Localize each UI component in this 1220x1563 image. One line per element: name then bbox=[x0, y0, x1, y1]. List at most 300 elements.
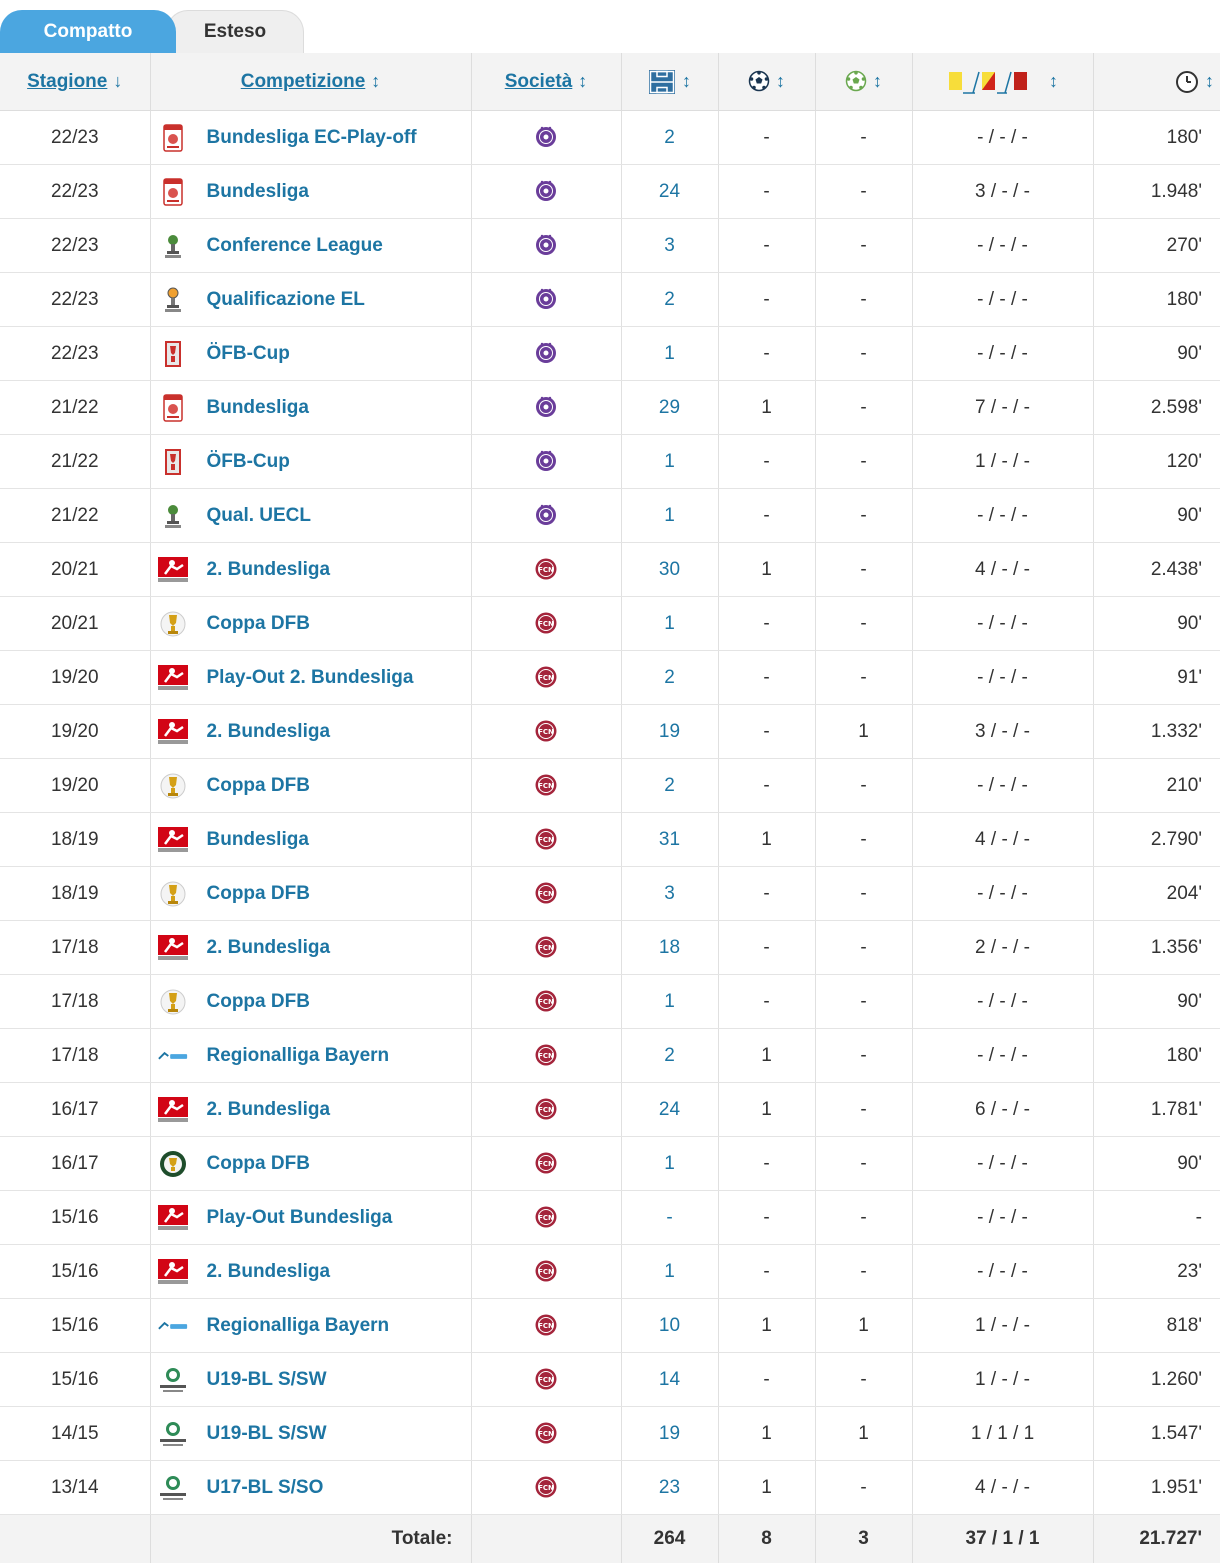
fcn-crest-icon[interactable] bbox=[535, 1260, 557, 1282]
appearances-link[interactable]: 24 bbox=[621, 165, 718, 219]
season-cell: 17/18 bbox=[0, 1029, 150, 1083]
assists-cell: - bbox=[815, 759, 912, 813]
minutes-cell: 2.790' bbox=[1093, 813, 1220, 867]
goals-cell: 1 bbox=[718, 1407, 815, 1461]
competition-link[interactable]: Coppa DFB bbox=[207, 991, 310, 1013]
competition-cell bbox=[150, 111, 471, 165]
assists-cell: - bbox=[815, 921, 912, 975]
competition-link[interactable]: Coppa DFB bbox=[207, 775, 310, 797]
goals-cell: 1 bbox=[718, 813, 815, 867]
career-stats-table bbox=[0, 53, 1220, 1563]
table-row bbox=[0, 1191, 1220, 1245]
cards-cell: - / - / - bbox=[912, 597, 1093, 651]
season-cell: 18/19 bbox=[0, 813, 150, 867]
clock-icon[interactable] bbox=[1175, 70, 1199, 94]
competition-logo-icon[interactable] bbox=[157, 1041, 189, 1071]
minutes-cell: 818' bbox=[1093, 1299, 1220, 1353]
club-cell bbox=[471, 489, 621, 543]
competition-link[interactable]: Regionalliga Bayern bbox=[207, 1315, 390, 1337]
tab-esteso[interactable]: Esteso bbox=[166, 10, 304, 53]
fcn-crest-icon[interactable] bbox=[535, 558, 557, 580]
competition-cell bbox=[150, 489, 471, 543]
cards-cell: 4 / - / - bbox=[912, 543, 1093, 597]
minutes-cell: 120' bbox=[1093, 435, 1220, 489]
cards-cell: - / - / - bbox=[912, 1137, 1093, 1191]
header-competition-label[interactable]: Competizione bbox=[241, 71, 366, 92]
competition-cell bbox=[150, 1407, 471, 1461]
season-cell: 22/23 bbox=[0, 165, 150, 219]
appearances-link[interactable]: 24 bbox=[621, 1083, 718, 1137]
competition-cell bbox=[150, 1461, 471, 1515]
minutes-cell: 90' bbox=[1093, 975, 1220, 1029]
competition-logo-icon[interactable] bbox=[157, 501, 189, 531]
fcn-crest-icon[interactable] bbox=[535, 1098, 557, 1120]
header-season[interactable] bbox=[0, 53, 150, 111]
minutes-cell: 90' bbox=[1093, 1137, 1220, 1191]
austria-wien-crest-icon[interactable] bbox=[535, 180, 557, 202]
appearances-link[interactable]: 2 bbox=[621, 651, 718, 705]
competition-link[interactable]: Bundesliga bbox=[207, 397, 309, 419]
appearances-link[interactable]: 2 bbox=[621, 759, 718, 813]
minutes-cell: 210' bbox=[1093, 759, 1220, 813]
assist-ball-icon[interactable] bbox=[845, 70, 867, 92]
cards-cell: - / - / - bbox=[912, 111, 1093, 165]
cards-cell: 1 / 1 / 1 bbox=[912, 1407, 1093, 1461]
competition-link[interactable]: Qualificazione EL bbox=[207, 289, 365, 311]
header-club[interactable] bbox=[471, 53, 621, 111]
competition-link[interactable]: U19-BL S/SW bbox=[207, 1369, 327, 1391]
competition-link[interactable]: ÖFB-Cup bbox=[207, 451, 290, 473]
competition-logo-icon[interactable] bbox=[157, 123, 189, 153]
austria-wien-crest-icon[interactable] bbox=[535, 450, 557, 472]
svg-text:FCN: FCN bbox=[538, 836, 554, 844]
table-row bbox=[0, 651, 1220, 705]
competition-link[interactable]: Regionalliga Bayern bbox=[207, 1045, 390, 1067]
competition-cell bbox=[150, 165, 471, 219]
minutes-cell: 2.438' bbox=[1093, 543, 1220, 597]
minutes-cell: 1.547' bbox=[1093, 1407, 1220, 1461]
goals-cell: 1 bbox=[718, 1029, 815, 1083]
competition-link[interactable]: Bundesliga bbox=[207, 181, 309, 203]
header-goals[interactable] bbox=[718, 53, 815, 111]
goals-cell: - bbox=[718, 1137, 815, 1191]
season-cell: 17/18 bbox=[0, 921, 150, 975]
season-cell: 15/16 bbox=[0, 1353, 150, 1407]
assists-cell: - bbox=[815, 651, 912, 705]
appearances-link[interactable]: 1 bbox=[621, 327, 718, 381]
competition-cell bbox=[150, 759, 471, 813]
fcn-crest-icon[interactable] bbox=[535, 1044, 557, 1066]
sort-desc-icon[interactable]: ↓ bbox=[113, 71, 122, 91]
totals-goals: 8 bbox=[718, 1515, 815, 1563]
austria-wien-crest-icon[interactable] bbox=[535, 396, 557, 418]
minutes-cell: 180' bbox=[1093, 273, 1220, 327]
table-row bbox=[0, 165, 1220, 219]
goals-cell: - bbox=[718, 1191, 815, 1245]
competition-cell bbox=[150, 1353, 471, 1407]
assists-cell: - bbox=[815, 1029, 912, 1083]
table-row bbox=[0, 1407, 1220, 1461]
competition-logo-icon[interactable] bbox=[157, 1203, 189, 1233]
competition-cell bbox=[150, 543, 471, 597]
appearances-link[interactable]: 1 bbox=[621, 975, 718, 1029]
season-cell: 22/23 bbox=[0, 219, 150, 273]
cards-cell: 3 / - / - bbox=[912, 165, 1093, 219]
table-row bbox=[0, 975, 1220, 1029]
svg-text:FCN: FCN bbox=[538, 674, 554, 682]
totals-minutes: 21.727' bbox=[1093, 1515, 1220, 1563]
assists-cell: - bbox=[815, 1461, 912, 1515]
competition-link[interactable]: Coppa DFB bbox=[207, 613, 310, 635]
pitch-icon[interactable] bbox=[648, 69, 676, 95]
competition-link[interactable]: 2. Bundesliga bbox=[207, 1099, 331, 1121]
goals-cell: - bbox=[718, 867, 815, 921]
header-season-label[interactable]: Stagione bbox=[27, 71, 107, 92]
table-row bbox=[0, 1029, 1220, 1083]
minutes-cell: 1.332' bbox=[1093, 705, 1220, 759]
assists-cell: - bbox=[815, 219, 912, 273]
cards-cell: - / - / - bbox=[912, 489, 1093, 543]
competition-logo-icon[interactable] bbox=[157, 1419, 189, 1449]
season-cell: 22/23 bbox=[0, 327, 150, 381]
assists-cell: - bbox=[815, 867, 912, 921]
competition-link[interactable]: Play-Out 2. Bundesliga bbox=[207, 667, 414, 689]
cards-cell: - / - / - bbox=[912, 759, 1093, 813]
sort-icon[interactable]: ↕ bbox=[682, 71, 691, 91]
season-cell: 14/15 bbox=[0, 1407, 150, 1461]
assists-cell: - bbox=[815, 489, 912, 543]
assists-cell: - bbox=[815, 1137, 912, 1191]
competition-link[interactable]: U17-BL S/SO bbox=[207, 1477, 324, 1499]
appearances-link[interactable]: 1 bbox=[621, 489, 718, 543]
austria-wien-crest-icon[interactable] bbox=[535, 504, 557, 526]
sort-icon[interactable]: ↕ bbox=[1205, 71, 1214, 91]
svg-text:FCN: FCN bbox=[538, 1160, 554, 1168]
goals-cell: - bbox=[718, 273, 815, 327]
competition-cell bbox=[150, 1083, 471, 1137]
season-cell: 15/16 bbox=[0, 1191, 150, 1245]
appearances-link[interactable]: 18 bbox=[621, 921, 718, 975]
sort-icon[interactable]: ↕ bbox=[371, 71, 380, 91]
competition-link[interactable]: 2. Bundesliga bbox=[207, 1261, 331, 1283]
club-cell bbox=[471, 381, 621, 435]
header-appearances[interactable] bbox=[621, 53, 718, 111]
cards-cell: - / - / - bbox=[912, 1191, 1093, 1245]
fcn-crest-icon[interactable] bbox=[535, 936, 557, 958]
cards-icon[interactable] bbox=[947, 69, 1043, 95]
club-cell bbox=[471, 1461, 621, 1515]
fcn-crest-icon[interactable] bbox=[535, 1422, 557, 1444]
appearances-link[interactable]: 31 bbox=[621, 813, 718, 867]
competition-logo-icon[interactable] bbox=[157, 447, 189, 477]
fcn-crest-icon[interactable] bbox=[535, 882, 557, 904]
goals-cell: - bbox=[718, 921, 815, 975]
competition-logo-icon[interactable] bbox=[157, 879, 189, 909]
minutes-cell: 180' bbox=[1093, 111, 1220, 165]
competition-link[interactable]: Qual. UECL bbox=[207, 505, 312, 527]
competition-cell bbox=[150, 1245, 471, 1299]
competition-logo-icon[interactable] bbox=[157, 1365, 189, 1395]
assists-cell: - bbox=[815, 1353, 912, 1407]
competition-logo-icon[interactable] bbox=[157, 1095, 189, 1125]
assists-cell: - bbox=[815, 597, 912, 651]
club-cell bbox=[471, 1245, 621, 1299]
season-cell: 19/20 bbox=[0, 651, 150, 705]
austria-wien-crest-icon[interactable] bbox=[535, 288, 557, 310]
club-cell bbox=[471, 1299, 621, 1353]
competition-logo-icon[interactable] bbox=[157, 717, 189, 747]
competition-link[interactable]: Bundesliga bbox=[207, 829, 309, 851]
goals-cell: 1 bbox=[718, 1299, 815, 1353]
fcn-crest-icon[interactable] bbox=[535, 990, 557, 1012]
assists-cell: - bbox=[815, 1245, 912, 1299]
appearances-link[interactable]: 2 bbox=[621, 111, 718, 165]
goals-cell: - bbox=[718, 435, 815, 489]
cards-cell: 7 / - / - bbox=[912, 381, 1093, 435]
competition-logo-icon[interactable] bbox=[157, 663, 189, 693]
totals-assists: 3 bbox=[815, 1515, 912, 1563]
club-cell bbox=[471, 975, 621, 1029]
header-assists[interactable] bbox=[815, 53, 912, 111]
club-cell bbox=[471, 1407, 621, 1461]
club-cell bbox=[471, 1191, 621, 1245]
fcn-crest-icon[interactable] bbox=[535, 612, 557, 634]
competition-logo-icon[interactable] bbox=[157, 1311, 189, 1341]
cards-cell: - / - / - bbox=[912, 1029, 1093, 1083]
goals-cell: - bbox=[718, 219, 815, 273]
totals-apps: 264 bbox=[621, 1515, 718, 1563]
table-row bbox=[0, 1461, 1220, 1515]
assists-cell: - bbox=[815, 381, 912, 435]
competition-logo-icon[interactable] bbox=[157, 987, 189, 1017]
season-cell: 20/21 bbox=[0, 543, 150, 597]
appearances-link[interactable]: 19 bbox=[621, 705, 718, 759]
competition-link[interactable]: 2. Bundesliga bbox=[207, 721, 331, 743]
competition-logo-icon[interactable] bbox=[157, 177, 189, 207]
appearances-link[interactable]: 19 bbox=[621, 1407, 718, 1461]
sort-icon[interactable]: ↕ bbox=[578, 71, 587, 91]
svg-text:FCN: FCN bbox=[538, 1268, 554, 1276]
goals-cell: - bbox=[718, 111, 815, 165]
svg-text:FCN: FCN bbox=[538, 1214, 554, 1222]
competition-logo-icon[interactable] bbox=[157, 285, 189, 315]
ball-icon[interactable] bbox=[748, 70, 770, 92]
competition-link[interactable]: Coppa DFB bbox=[207, 1153, 310, 1175]
goals-cell: - bbox=[718, 1245, 815, 1299]
fcn-crest-icon[interactable] bbox=[535, 1314, 557, 1336]
appearances-link[interactable]: 2 bbox=[621, 273, 718, 327]
table-row bbox=[0, 111, 1220, 165]
cards-cell: - / - / - bbox=[912, 327, 1093, 381]
competition-link[interactable]: Coppa DFB bbox=[207, 883, 310, 905]
goals-cell: - bbox=[718, 759, 815, 813]
svg-text:FCN: FCN bbox=[538, 1322, 554, 1330]
goals-cell: - bbox=[718, 705, 815, 759]
competition-cell bbox=[150, 1029, 471, 1083]
club-cell bbox=[471, 273, 621, 327]
table-row bbox=[0, 1353, 1220, 1407]
minutes-cell: 204' bbox=[1093, 867, 1220, 921]
fcn-crest-icon[interactable] bbox=[535, 1152, 557, 1174]
appearances-link[interactable]: 2 bbox=[621, 1029, 718, 1083]
season-cell: 21/22 bbox=[0, 489, 150, 543]
fcn-crest-icon[interactable] bbox=[535, 666, 557, 688]
view-tabs bbox=[0, 0, 1220, 53]
svg-text:FCN: FCN bbox=[538, 728, 554, 736]
austria-wien-crest-icon[interactable] bbox=[535, 126, 557, 148]
fcn-crest-icon[interactable] bbox=[535, 1206, 557, 1228]
minutes-cell: 2.598' bbox=[1093, 381, 1220, 435]
competition-cell bbox=[150, 651, 471, 705]
season-cell: 16/17 bbox=[0, 1083, 150, 1137]
table-row bbox=[0, 327, 1220, 381]
club-cell bbox=[471, 651, 621, 705]
table-row bbox=[0, 435, 1220, 489]
competition-cell bbox=[150, 1191, 471, 1245]
club-cell bbox=[471, 435, 621, 489]
appearances-link[interactable]: 3 bbox=[621, 219, 718, 273]
cards-cell: 1 / - / - bbox=[912, 435, 1093, 489]
assists-cell: - bbox=[815, 165, 912, 219]
header-competition[interactable] bbox=[150, 53, 471, 111]
assists-cell: - bbox=[815, 813, 912, 867]
cards-cell: 1 / - / - bbox=[912, 1299, 1093, 1353]
competition-logo-icon[interactable] bbox=[157, 555, 189, 585]
minutes-cell: 1.356' bbox=[1093, 921, 1220, 975]
minutes-cell: 1.260' bbox=[1093, 1353, 1220, 1407]
appearances-link[interactable]: - bbox=[621, 1191, 718, 1245]
fcn-crest-icon[interactable] bbox=[535, 774, 557, 796]
competition-cell bbox=[150, 1137, 471, 1191]
fcn-crest-icon[interactable] bbox=[535, 1368, 557, 1390]
sort-icon[interactable]: ↕ bbox=[1049, 71, 1058, 91]
club-cell bbox=[471, 219, 621, 273]
goals-cell: 1 bbox=[718, 1461, 815, 1515]
appearances-link[interactable]: 1 bbox=[621, 1137, 718, 1191]
header-cards[interactable] bbox=[912, 53, 1093, 111]
minutes-cell: 180' bbox=[1093, 1029, 1220, 1083]
competition-logo-icon[interactable] bbox=[157, 1257, 189, 1287]
competition-cell bbox=[150, 219, 471, 273]
header-minutes[interactable] bbox=[1093, 53, 1220, 111]
table-row bbox=[0, 597, 1220, 651]
competition-logo-icon[interactable] bbox=[157, 339, 189, 369]
minutes-cell: 90' bbox=[1093, 597, 1220, 651]
appearances-link[interactable]: 30 bbox=[621, 543, 718, 597]
competition-cell bbox=[150, 435, 471, 489]
competition-cell bbox=[150, 705, 471, 759]
austria-wien-crest-icon[interactable] bbox=[535, 342, 557, 364]
competition-link[interactable]: Bundesliga EC-Play-off bbox=[207, 127, 417, 149]
season-cell: 21/22 bbox=[0, 435, 150, 489]
fcn-crest-icon[interactable] bbox=[535, 720, 557, 742]
season-cell: 21/22 bbox=[0, 381, 150, 435]
appearances-link[interactable]: 1 bbox=[621, 1245, 718, 1299]
appearances-link[interactable]: 1 bbox=[621, 597, 718, 651]
competition-logo-icon[interactable] bbox=[157, 231, 189, 261]
sort-icon[interactable]: ↕ bbox=[873, 71, 882, 91]
competition-cell bbox=[150, 381, 471, 435]
goals-cell: - bbox=[718, 975, 815, 1029]
table-row bbox=[0, 1137, 1220, 1191]
assists-cell: - bbox=[815, 327, 912, 381]
cards-cell: 1 / - / - bbox=[912, 1353, 1093, 1407]
club-cell bbox=[471, 1137, 621, 1191]
table-row bbox=[0, 759, 1220, 813]
goals-cell: 1 bbox=[718, 543, 815, 597]
minutes-cell: 90' bbox=[1093, 327, 1220, 381]
competition-link[interactable]: Play-Out Bundesliga bbox=[207, 1207, 393, 1229]
cards-cell: - / - / - bbox=[912, 975, 1093, 1029]
club-cell bbox=[471, 165, 621, 219]
competition-logo-icon[interactable] bbox=[157, 609, 189, 639]
appearances-link[interactable]: 1 bbox=[621, 435, 718, 489]
competition-link[interactable]: 2. Bundesliga bbox=[207, 937, 331, 959]
assists-cell: - bbox=[815, 111, 912, 165]
cards-cell: - / - / - bbox=[912, 273, 1093, 327]
sort-icon[interactable]: ↕ bbox=[776, 71, 785, 91]
competition-link[interactable]: ÖFB-Cup bbox=[207, 343, 290, 365]
appearances-link[interactable]: 3 bbox=[621, 867, 718, 921]
svg-text:FCN: FCN bbox=[538, 944, 554, 952]
fcn-crest-icon[interactable] bbox=[535, 828, 557, 850]
competition-link[interactable]: U19-BL S/SW bbox=[207, 1423, 327, 1445]
competition-logo-icon[interactable] bbox=[157, 933, 189, 963]
appearances-link[interactable]: 14 bbox=[621, 1353, 718, 1407]
minutes-cell: 90' bbox=[1093, 489, 1220, 543]
table-row bbox=[0, 543, 1220, 597]
goals-cell: - bbox=[718, 1353, 815, 1407]
assists-cell: - bbox=[815, 975, 912, 1029]
competition-logo-icon[interactable] bbox=[157, 771, 189, 801]
svg-text:FCN: FCN bbox=[538, 1430, 554, 1438]
svg-text:FCN: FCN bbox=[538, 566, 554, 574]
season-cell: 15/16 bbox=[0, 1245, 150, 1299]
club-cell bbox=[471, 111, 621, 165]
header-club-label[interactable]: Società bbox=[505, 71, 573, 92]
club-cell bbox=[471, 759, 621, 813]
club-cell bbox=[471, 1083, 621, 1137]
season-cell: 18/19 bbox=[0, 867, 150, 921]
appearances-link[interactable]: 10 bbox=[621, 1299, 718, 1353]
competition-link[interactable]: Conference League bbox=[207, 235, 383, 257]
cards-cell: 4 / - / - bbox=[912, 813, 1093, 867]
club-cell bbox=[471, 867, 621, 921]
competition-logo-icon[interactable] bbox=[157, 825, 189, 855]
appearances-link[interactable]: 29 bbox=[621, 381, 718, 435]
minutes-cell: 1.781' bbox=[1093, 1083, 1220, 1137]
cards-cell: - / - / - bbox=[912, 651, 1093, 705]
austria-wien-crest-icon[interactable] bbox=[535, 234, 557, 256]
competition-logo-icon[interactable] bbox=[157, 1149, 189, 1179]
assists-cell: 1 bbox=[815, 1299, 912, 1353]
cards-cell: - / - / - bbox=[912, 219, 1093, 273]
fcn-crest-icon[interactable] bbox=[535, 1476, 557, 1498]
tab-compatto[interactable]: Compatto bbox=[0, 10, 176, 53]
assists-cell: - bbox=[815, 273, 912, 327]
competition-logo-icon[interactable] bbox=[157, 393, 189, 423]
competition-cell bbox=[150, 813, 471, 867]
goals-cell: - bbox=[718, 327, 815, 381]
minutes-cell: 1.951' bbox=[1093, 1461, 1220, 1515]
competition-link[interactable]: 2. Bundesliga bbox=[207, 559, 331, 581]
competition-logo-icon[interactable] bbox=[157, 1473, 189, 1503]
totals-cards: 37 / 1 / 1 bbox=[912, 1515, 1093, 1563]
appearances-link[interactable]: 23 bbox=[621, 1461, 718, 1515]
table-row bbox=[0, 489, 1220, 543]
competition-cell bbox=[150, 921, 471, 975]
assists-cell: - bbox=[815, 1191, 912, 1245]
